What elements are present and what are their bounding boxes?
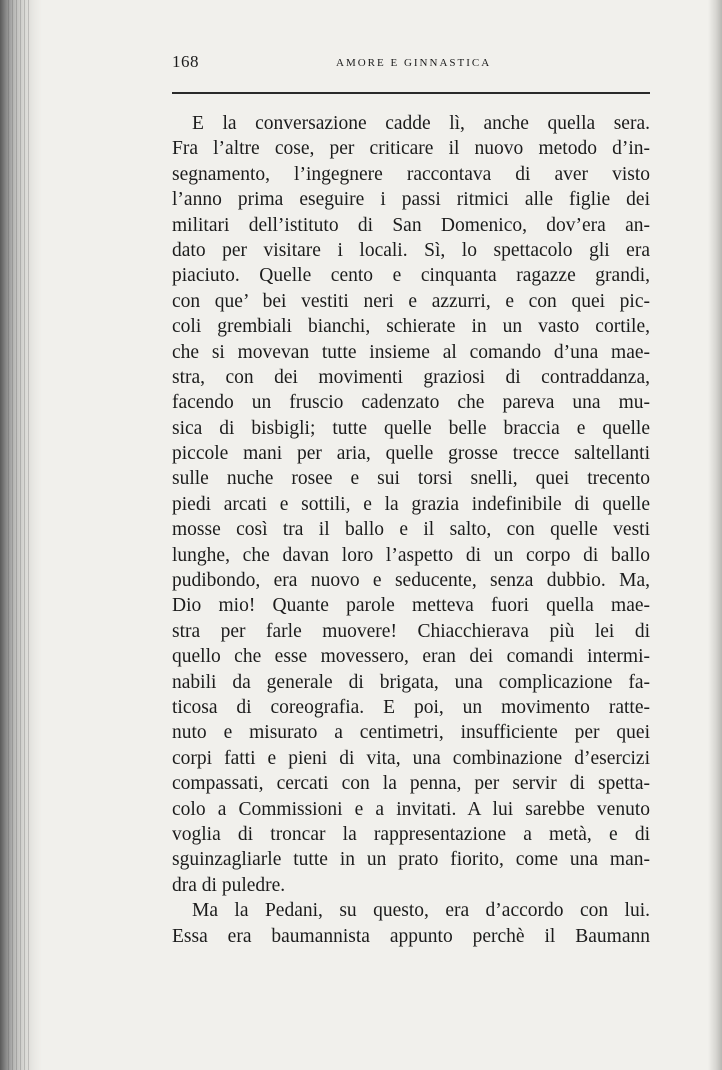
- text-line: militari dell’istituto di San Domenico, dov’era an-: [172, 214, 650, 236]
- text-line: pudibondo, era nuovo e seducente, senza dubbio. Ma,: [172, 570, 650, 592]
- text-line: piaciuto. Quelle cento e cinquanta ragazze grandi,: [172, 265, 650, 287]
- text-line: dra di puledre.: [172, 874, 286, 896]
- text-line: con que’ bei vestiti neri e azzurri, e con quei pic-: [172, 290, 650, 312]
- text-line: piccole mani per aria, quelle grosse trecce saltellanti: [172, 443, 650, 465]
- text-line: nabili da generale di brigata, una complicazione fa-: [172, 671, 650, 693]
- text-line: facendo un fruscio cadenzato che pareva una mu-: [172, 392, 650, 414]
- text-line: sulle nuche rosee e sui torsi snelli, quei trecento: [172, 468, 650, 490]
- text-line: dato per visitare i locali. Sì, lo spettacolo gli era: [172, 239, 650, 261]
- text-line: Ma la Pedani, su questo, era d’accordo con lui.: [192, 900, 650, 922]
- text-line: nuto e misurato a centimetri, insufficiente per quei: [172, 722, 650, 744]
- text-line: stra, con dei movimenti graziosi di contraddanza,: [172, 366, 650, 388]
- text-line: Fra l’altre cose, per criticare il nuovo metodo d’in-: [172, 138, 650, 160]
- text-line: l’anno prima eseguire i passi ritmici alle figlie dei: [172, 189, 650, 211]
- text-line: Essa era baumannista appunto perchè il Baumann: [172, 925, 650, 947]
- text-line: Dio mio! Quante parole metteva fuori quella mae-: [172, 595, 650, 617]
- spine-texture: [8, 0, 30, 1070]
- body-text: [172, 111, 650, 949]
- text-line: piedi arcati e sottili, e la grazia indefinibile di quelle: [172, 493, 650, 515]
- text-line: stra per farle muovere! Chiacchierava più lei di: [172, 620, 650, 642]
- header-rule: [172, 92, 650, 94]
- text-line: sica di bisbigli; tutte quelle belle braccia e quelle: [172, 417, 650, 439]
- text-line: che si movevan tutte insieme al comando d’una mae-: [172, 341, 650, 363]
- page-number: 168: [172, 52, 199, 71]
- text-line: quello che esse movessero, eran dei comandi intermi-: [172, 646, 650, 668]
- text-line: segnamento, l’ingegnere raccontava di aver visto: [172, 163, 650, 185]
- text-line: voglia di troncar la rappresentazione a metà, e di: [172, 823, 650, 845]
- text-line: compassati, cercati con la penna, per servir di spetta-: [172, 773, 650, 795]
- text-line: colo a Commissioni e a invitati. A lui sarebbe venuto: [172, 798, 650, 820]
- page-header: [172, 52, 652, 76]
- text-line: lunghe, che davan loro l’aspetto di un corpo di ballo: [172, 544, 650, 566]
- text-line: sguinzagliarle tutte in un prato fiorito, come una man-: [172, 849, 650, 871]
- text-line: corpi fatti e pieni di vita, una combinazione d’esercizi: [172, 747, 650, 769]
- page-edge-shadow: [708, 0, 722, 1070]
- text-line: E la conversazione cadde lì, anche quella sera.: [192, 113, 650, 134]
- text-line: mosse così tra il ballo e il salto, con quelle vesti: [172, 519, 650, 541]
- text-line: ticosa di coreografia. E poi, un movimento ratte-: [172, 696, 650, 718]
- text-line: coli grembiali bianchi, schierate in un vasto cortile,: [172, 316, 650, 338]
- running-title: AMORE E GINNASTICA: [336, 57, 492, 69]
